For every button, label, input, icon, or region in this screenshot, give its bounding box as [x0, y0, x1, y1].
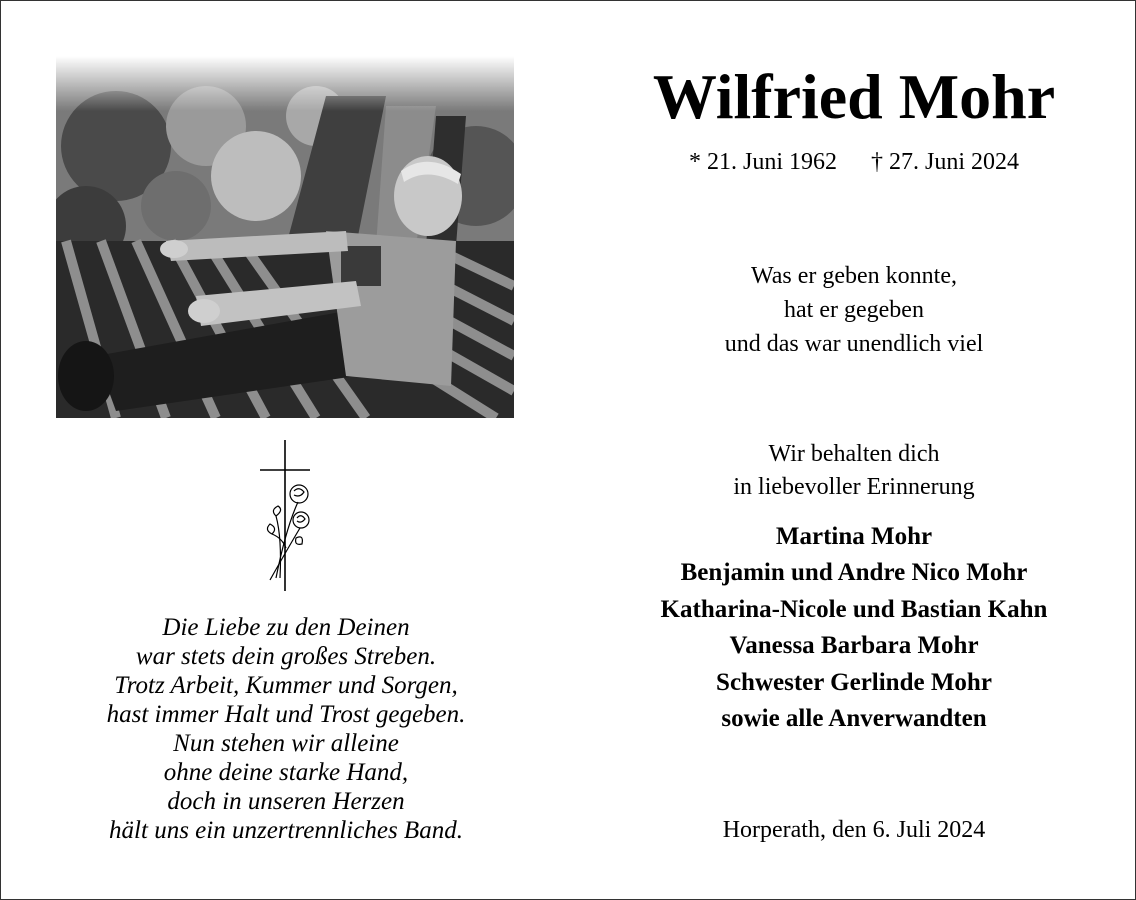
deceased-name: Wilfried Mohr [652, 61, 1056, 132]
mourners-list [571, 519, 1136, 737]
memorial-poem [41, 613, 531, 845]
quote-line: Was er geben konnte, [751, 263, 957, 289]
poem-line: hast immer Halt und Trost gegeben. [106, 701, 466, 728]
poem-line: hält uns ein unzertrennliches Band. [109, 817, 463, 844]
poem-line: war stets dein großes Streben. [135, 643, 437, 670]
poem-line: Die Liebe zu den Deinen [162, 614, 410, 641]
portrait-photo [56, 56, 514, 418]
remembrance-line: Wir behalten dich [768, 441, 940, 467]
mourner-name: Vanessa Barbara Mohr [729, 632, 979, 660]
mourner-name: Schwester Gerlinde Mohr [716, 668, 992, 696]
mourner-name: Katharina-Nicole und Bastian Kahn [660, 595, 1048, 623]
remembrance-text [571, 438, 1136, 504]
place-and-date: Horperath, den 6. Juli 2024 [722, 817, 986, 843]
mourner-name: sowie alle Anverwandten [721, 705, 987, 733]
birth-date: * 21. Juni 1962 [688, 149, 837, 175]
mourner-name: Benjamin und Andre Nico Mohr [680, 559, 1028, 587]
remembrance-line: in liebevoller Erinnerung [733, 474, 975, 500]
memorial-quote [571, 259, 1136, 361]
cross-with-roses-icon [256, 438, 316, 593]
poem-line: Trotz Arbeit, Kummer und Sorgen, [114, 672, 458, 699]
poem-line: doch in unseren Herzen [167, 788, 405, 815]
life-dates [571, 147, 1136, 177]
quote-line: hat er gegeben [784, 297, 924, 323]
quote-line: und das war unendlich viel [724, 331, 984, 357]
poem-line: ohne deine starke Hand, [163, 759, 409, 786]
death-date: † 27. Juni 2024 [871, 149, 1020, 175]
mourner-name: Martina Mohr [775, 523, 933, 550]
poem-line: Nun stehen wir alleine [173, 730, 399, 757]
